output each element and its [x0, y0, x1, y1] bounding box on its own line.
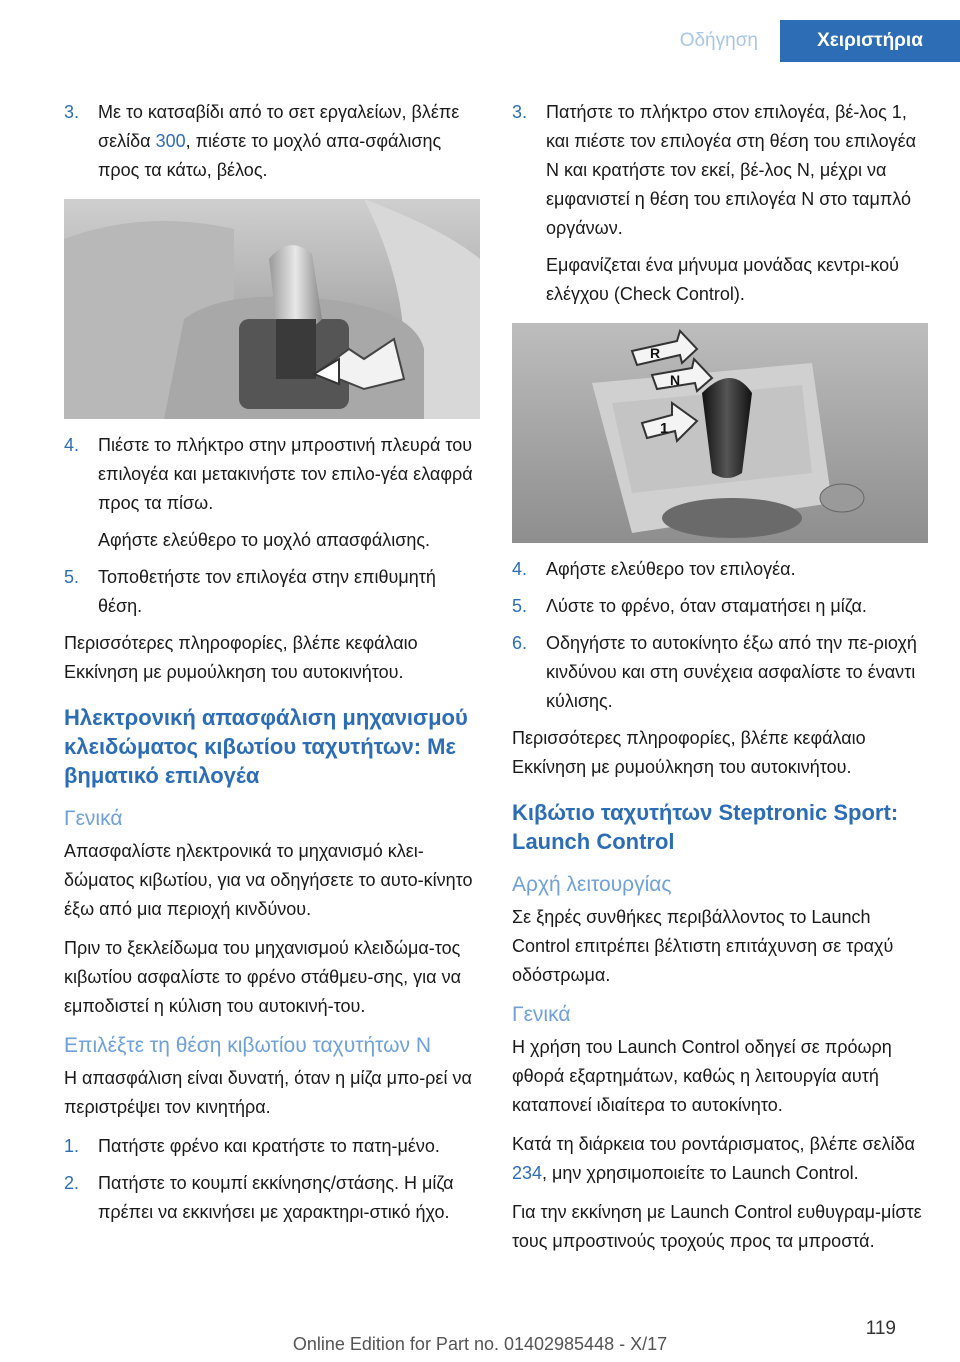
paragraph	[512, 1130, 930, 1188]
more-info-paragraph: Περισσότερες πληροφορίες, βλέπε κεφάλαιο Εκκίνηση με ρυμούλκηση του αυτοκινήτου.	[512, 728, 866, 777]
subheading-general: Γενικά	[512, 1003, 571, 1026]
gear-selector-illustration	[64, 199, 480, 419]
edition-footer: Online Edition for Part no. 01402985448 - X/17	[292, 1334, 668, 1354]
subheading-principle: Αρχή λειτουργίας	[512, 873, 672, 896]
step-6	[512, 629, 930, 716]
step-text: Οδηγήστε το αυτοκίνητο έξω από την πε‐ριοχή κινδύνου και στη συνέχεια ασφαλίστε το έναντι κύλισης.	[546, 633, 917, 711]
page-number: 119	[865, 1318, 896, 1339]
step-text: Πατήστε το πλήκτρο στον επιλογέα, βέ‐λος 1, και πιέστε τον επιλογέα στη θέση του επιλογέα N και κρατήστε τον εκεί, βέ‐λος N, μέχρι να εμφανιστεί η θέση του επιλογέα N στο ταμπλό οργάνων.	[546, 102, 917, 238]
step-text	[98, 98, 482, 185]
left-column	[64, 98, 482, 1235]
paragraph: Σε ξηρές συνθήκες περιβάλλοντος το Launch Control επιτρέπει βέλτιστη επιτάχυνση σε τραχύ οδόστρωμα.	[512, 907, 894, 985]
section-heading: Ηλεκτρονική απασφάλιση μηχανισμού κλειδώματος κιβωτίου ταχυτήτων: Με βηματικό επιλογέα	[64, 705, 468, 788]
step-text: Πατήστε φρένο και κρατήστε το πατη‐μένο.	[98, 1136, 440, 1156]
step-text: Πατήστε το κουμπί εκκίνησης/στάσης. Η μίζα πρέπει να εκκινήσει με χαρακτηρι‐στικό ήχο.	[98, 1173, 454, 1222]
right-column	[512, 98, 930, 1266]
text-part: , μην χρησιμοποιείτε το Launch Control.	[542, 1163, 859, 1183]
step-text-part: , πιέστε το μοχλό απα‐σφάλισης προς τα κάτω, βέλος.	[98, 131, 442, 180]
step-3	[512, 98, 930, 243]
subheading-general: Γενικά	[64, 807, 123, 830]
step-4	[512, 555, 930, 584]
step-number: 3.	[512, 102, 528, 122]
active-chapter-tab: Χειριστήρια	[780, 20, 960, 62]
step-5	[64, 563, 482, 621]
text-part: Κατά τη διάρκεια του ροντάρισματος, βλέπε σελίδα	[512, 1134, 915, 1154]
step-text-part: Με το κατσαβίδι από το σετ εργαλείων, βλέπε σελίδα	[98, 102, 460, 151]
step-text: Λύστε το φρένο, όταν σταματήσει η μίζα.	[546, 596, 867, 616]
paragraph: Απασφαλίστε ηλεκτρονικά το μηχανισμό κλει‐δώματος κιβωτίου, για να οδηγήσετε το αυτο‐κίνητο έξω από μια περιοχή κινδύνου.	[64, 841, 473, 919]
gear-selector-neutral-photo	[512, 323, 928, 543]
gear-selector-n-illustration	[512, 323, 928, 543]
step-number: 4.	[64, 435, 80, 455]
step-5	[512, 592, 930, 621]
paragraph: Η χρήση του Launch Control οδηγεί σε πρόωρη φθορά εξαρτημάτων, καθώς η λειτουργία αυτή καταπονεί ιδιαίτερα το αυτοκίνητο.	[512, 1037, 892, 1115]
arrow-1-label: 1	[660, 420, 669, 437]
step-number: 3.	[64, 102, 80, 122]
arrow-n-label: N	[670, 372, 681, 388]
step-number: 2.	[64, 1173, 80, 1193]
step-2	[64, 1169, 482, 1227]
step-number: 5.	[512, 596, 528, 616]
step-number: 5.	[64, 567, 80, 587]
paragraph: Για την εκκίνηση με Launch Control ευθυγραμ‐μίστε τους μπροστινούς τροχούς προς τα μπροστά.	[512, 1202, 922, 1251]
page-link[interactable]: 234	[512, 1163, 543, 1183]
page-header	[658, 20, 960, 62]
paragraph: Η απασφάλιση είναι δυνατή, όταν η μίζα μπο‐ρεί να περιστρέψει τον κινητήρα.	[64, 1068, 472, 1117]
step-text: Αφήστε ελεύθερο τον επιλογέα.	[546, 559, 796, 579]
step-number: 1.	[64, 1136, 80, 1156]
step-text: Τοποθετήστε τον επιλογέα στην επιθυμητή θέση.	[98, 567, 436, 616]
page-link[interactable]: 300	[155, 131, 186, 151]
step-number: 6.	[512, 633, 528, 653]
step-1	[64, 1132, 482, 1161]
section-heading: Κιβώτιο ταχυτήτων Steptronic Sport: Launch Control	[512, 800, 899, 854]
arrow-r-label: R	[650, 345, 661, 361]
more-info-paragraph: Περισσότερες πληροφορίες, βλέπε κεφάλαιο Εκκίνηση με ρυμούλκηση του αυτοκινήτου.	[64, 633, 418, 682]
step-4-note: Αφήστε ελεύθερο το μοχλό απασφάλισης.	[98, 530, 431, 550]
step-3	[64, 98, 482, 185]
subheading-select-n: Επιλέξτε τη θέση κιβωτίου ταχυτήτων N	[64, 1034, 432, 1057]
step-3-note: Εμφανίζεται ένα μήνυμα μονάδας κεντρι‐κού ελέγχου (Check Control).	[546, 255, 900, 304]
step-number: 4.	[512, 559, 528, 579]
paragraph: Πριν το ξεκλείδωμα του μηχανισμού κλειδώμα‐τος κιβωτίου ασφαλίστε το φρένο στάθμευ‐σης, για να εμποδιστεί η κύλιση του αυτοκινή‐του.	[64, 938, 461, 1016]
gear-selector-unlock-photo	[64, 199, 480, 419]
step-4	[64, 431, 482, 518]
section-tab: Οδήγηση	[658, 20, 780, 62]
step-text: Πιέστε το πλήκτρο στην μπροστινή πλευρά του επιλογέα και μετακινήστε τον επιλο‐γέα ελαφρά προς τα πίσω.	[98, 435, 473, 513]
